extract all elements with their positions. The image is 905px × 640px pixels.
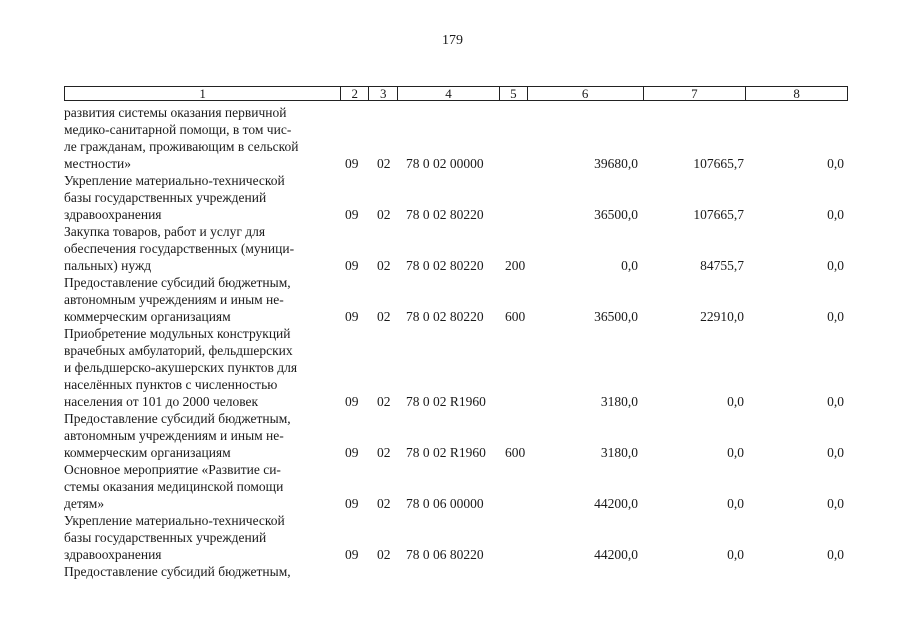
row-description [64, 223, 332, 274]
subsection-code: 02 [377, 309, 391, 324]
description-line: Закупка товаров, работ и услуг для [64, 224, 266, 239]
column-header-2: 2 [341, 87, 369, 100]
description-line: развития системы оказания первичной [64, 105, 287, 120]
section-code: 09 [345, 394, 359, 409]
section-code: 09 [345, 309, 359, 324]
amount-col-7: 107665,7 [693, 156, 744, 171]
description-line: местности» [64, 156, 131, 171]
amount-col-7: 84755,7 [700, 258, 744, 273]
row-description [64, 325, 332, 410]
amount-col-6: 36500,0 [594, 309, 638, 324]
target-article-code: 78 0 02 80220 [406, 309, 484, 324]
row-description [64, 410, 332, 461]
target-article-code: 78 0 02 R1960 [406, 445, 486, 460]
description-line: Укрепление материально-технической [64, 513, 285, 528]
amount-col-8: 0,0 [827, 445, 844, 460]
amount-col-6: 3180,0 [600, 445, 638, 460]
subsection-code: 02 [377, 445, 391, 460]
amount-col-6: 44200,0 [594, 496, 638, 511]
subsection-code: 02 [377, 207, 391, 222]
expense-type-code: 200 [505, 258, 526, 273]
amount-col-7: 107665,7 [693, 207, 744, 222]
description-line: пальных) нужд [64, 258, 152, 273]
table-row [64, 104, 854, 172]
description-line: базы государственных учреждений [64, 530, 267, 545]
table-row [64, 512, 854, 563]
target-article-code: 78 0 02 R1960 [406, 394, 486, 409]
description-line: Основное мероприятие «Развитие си- [64, 462, 281, 477]
page-number: 179 [442, 33, 463, 48]
description-line: автономным учреждениям и иным не- [64, 428, 284, 443]
amount-col-8: 0,0 [827, 309, 844, 324]
column-header-6: 6 [528, 87, 644, 100]
amount-col-6: 0,0 [621, 258, 638, 273]
amount-col-6: 3180,0 [600, 394, 638, 409]
description-line: врачебных амбулаторий, фельдшерских [64, 343, 293, 358]
row-description [64, 563, 332, 580]
amount-col-8: 0,0 [827, 547, 844, 562]
description-line: населения от 101 до 2000 человек [64, 394, 259, 409]
amount-col-6: 39680,0 [594, 156, 638, 171]
amount-col-8: 0,0 [827, 207, 844, 222]
row-description [64, 104, 332, 172]
row-description [64, 512, 332, 563]
section-code: 09 [345, 258, 359, 273]
table-row [64, 325, 854, 410]
amount-col-7: 0,0 [727, 394, 744, 409]
amount-col-6: 44200,0 [594, 547, 638, 562]
description-line: коммерческим организациям [64, 445, 231, 460]
description-line: Укрепление материально-технической [64, 173, 285, 188]
description-line: автономным учреждениям и иным не- [64, 292, 284, 307]
description-line: детям» [64, 496, 105, 511]
expense-type-code: 600 [505, 445, 526, 460]
amount-col-7: 0,0 [727, 496, 744, 511]
target-article-code: 78 0 02 80220 [406, 258, 484, 273]
table-row [64, 274, 854, 325]
section-code: 09 [345, 496, 359, 511]
description-line: здравоохранения [64, 207, 162, 222]
subsection-code: 02 [377, 547, 391, 562]
amount-col-8: 0,0 [827, 394, 844, 409]
description-line: Предоставление субсидий бюджетным, [64, 564, 291, 579]
description-line: базы государственных учреждений [64, 190, 267, 205]
column-header-1: 1 [65, 87, 341, 100]
description-line: населённых пунктов с численностью [64, 377, 278, 392]
description-line: Приобретение модульных конструкций [64, 326, 291, 341]
amount-col-8: 0,0 [827, 156, 844, 171]
column-header-row [64, 86, 848, 101]
description-line: ле гражданам, проживающим в сельской [64, 139, 299, 154]
target-article-code: 78 0 06 80220 [406, 547, 484, 562]
amount-col-6: 36500,0 [594, 207, 638, 222]
amount-col-7: 22910,0 [700, 309, 744, 324]
column-header-8: 8 [793, 86, 800, 101]
section-code: 09 [345, 445, 359, 460]
description-line: коммерческим организациям [64, 309, 231, 324]
target-article-code: 78 0 02 80220 [406, 207, 484, 222]
description-line: обеспечения государственных (муници- [64, 241, 295, 256]
subsection-code: 02 [377, 496, 391, 511]
target-article-code: 78 0 06 00000 [406, 496, 484, 511]
column-header-5: 5 [500, 87, 528, 100]
expense-type-code: 600 [505, 309, 526, 324]
description-line: здравоохранения [64, 547, 162, 562]
description-line: Предоставление субсидий бюджетным, [64, 411, 291, 426]
section-code: 09 [345, 156, 359, 171]
table-row [64, 461, 854, 512]
table-row [64, 223, 854, 274]
amount-col-8: 0,0 [827, 258, 844, 273]
table-row [64, 563, 854, 580]
column-header-7: 7 [644, 87, 747, 100]
subsection-code: 02 [377, 258, 391, 273]
subsection-code: 02 [377, 156, 391, 171]
budget-table-body [64, 104, 854, 580]
amount-col-7: 0,0 [727, 445, 744, 460]
row-description [64, 274, 332, 325]
amount-col-8: 0,0 [827, 496, 844, 511]
column-header-3: 3 [369, 87, 398, 100]
section-code: 09 [345, 207, 359, 222]
table-row [64, 172, 854, 223]
description-line: медико-санитарной помощи, в том чис- [64, 122, 292, 137]
description-line: Предоставление субсидий бюджетным, [64, 275, 291, 290]
description-line: и фельдшерско-акушерских пунктов для [64, 360, 298, 375]
table-row [64, 410, 854, 461]
description-line: стемы оказания медицинской помощи [64, 479, 284, 494]
section-code: 09 [345, 547, 359, 562]
target-article-code: 78 0 02 00000 [406, 156, 484, 171]
amount-col-7: 0,0 [727, 547, 744, 562]
column-header-4: 4 [398, 87, 500, 100]
row-description [64, 172, 332, 223]
subsection-code: 02 [377, 394, 391, 409]
row-description [64, 461, 332, 512]
